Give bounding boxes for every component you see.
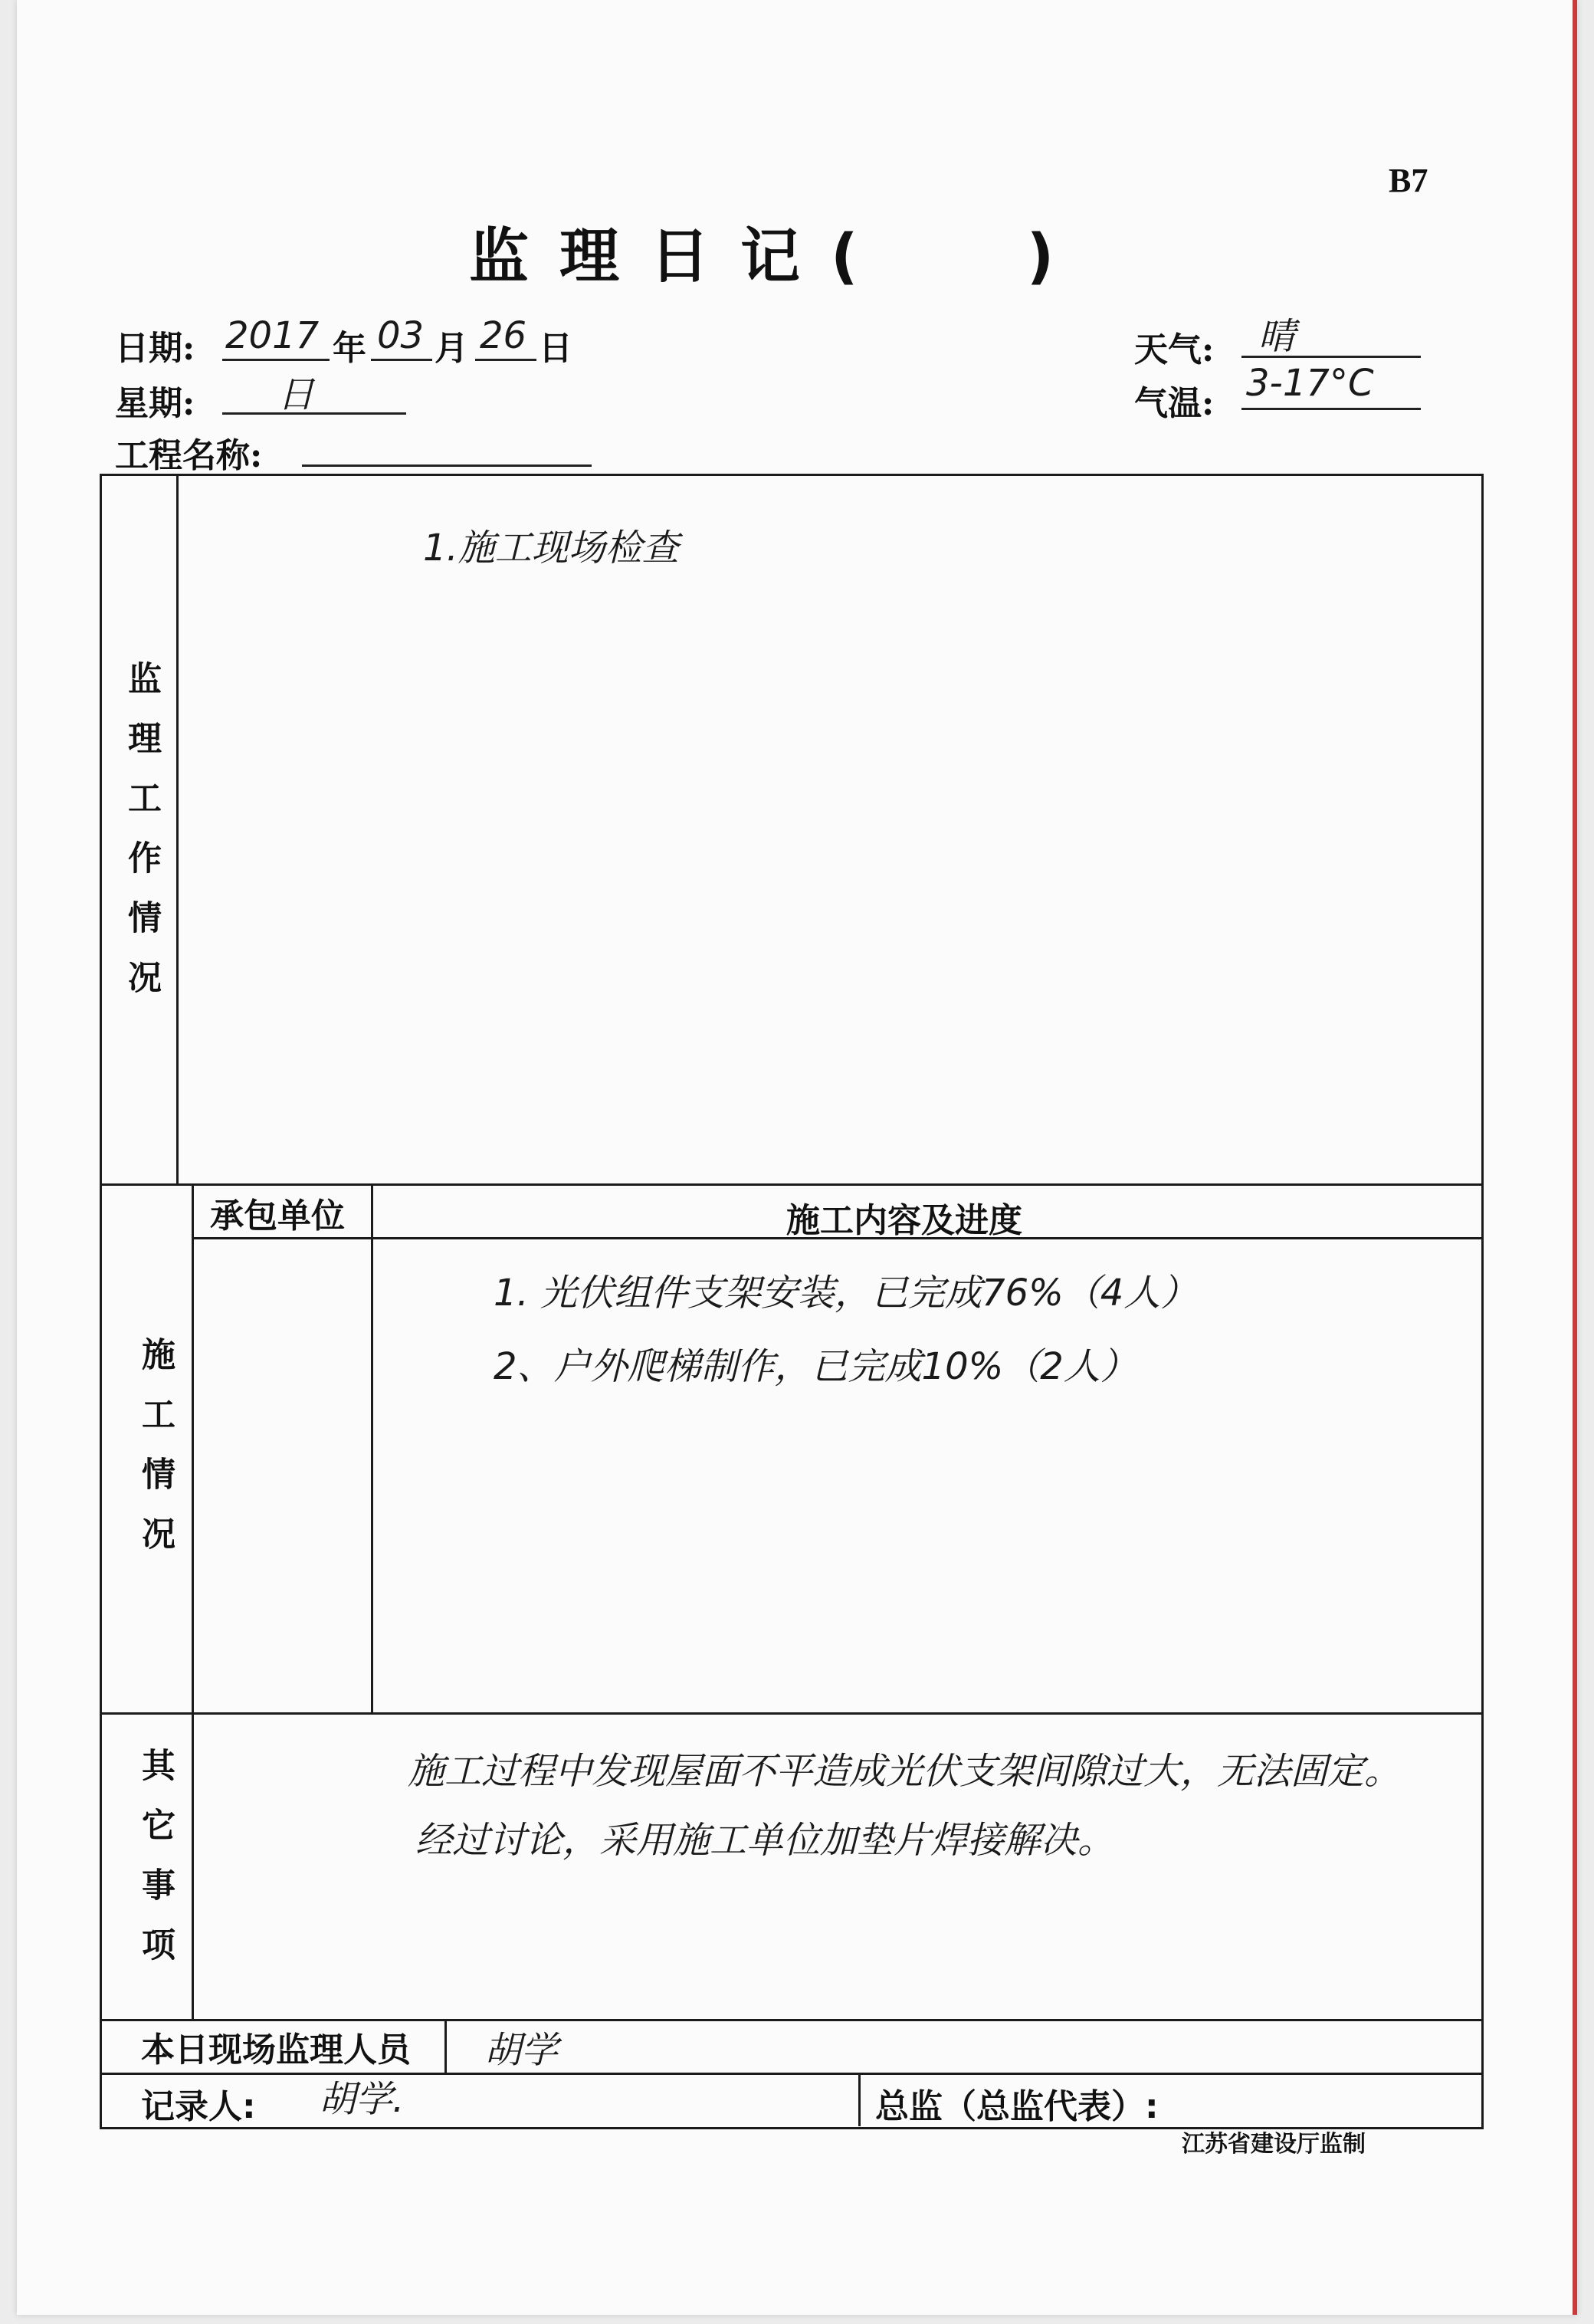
weather-underline <box>1241 356 1421 358</box>
paper-sheet <box>17 0 1577 2315</box>
weekday-underline <box>222 412 406 415</box>
issuer-note: 江苏省建设厅监制 <box>1182 2131 1366 2158</box>
staff-column-line <box>444 2019 447 2073</box>
weather-label: 天气: <box>1134 330 1215 369</box>
day-unit: 日 <box>539 329 572 368</box>
form-code: B7 <box>1389 162 1428 199</box>
contractor-column-line <box>371 1183 373 1712</box>
temp-value: 3-17°C <box>1246 362 1374 405</box>
date-day: 26 <box>480 314 527 357</box>
recorder-name: 胡学. <box>319 2078 405 2121</box>
divider-staff <box>100 2073 1484 2075</box>
supervision-label: 监理工作情况 <box>122 661 161 1019</box>
month-unit: 月 <box>435 329 468 368</box>
other-line-1: 施工过程中发现屋面不平造成光伏支架间隙过大，无法固定。 <box>408 1750 1402 1793</box>
divider-supervision <box>100 1183 1484 1186</box>
recorder-column-line <box>858 2073 861 2126</box>
label-column-line-1 <box>176 474 179 1183</box>
recorder-label: 记录人: <box>141 2087 256 2126</box>
weather-value: 晴 <box>1258 315 1296 358</box>
day-underline <box>475 359 536 361</box>
title-close: ) <box>1026 222 1085 291</box>
supervision-content: 1.施工现场检查 <box>423 527 679 570</box>
construction-item-2: 2、户外爬梯制作，已完成10%（2人） <box>494 1345 1137 1388</box>
weekday-value: 日 <box>277 373 315 416</box>
temp-label: 气温: <box>1134 384 1215 423</box>
contractor-header: 承包单位 <box>210 1196 345 1236</box>
staff-label: 本日现场监理人员 <box>141 2030 411 2070</box>
date-year: 2017 <box>225 314 320 357</box>
staff-name: 胡学 <box>484 2029 559 2072</box>
month-underline <box>371 359 432 361</box>
chief-label: 总监（总监代表）: <box>875 2087 1159 2126</box>
weekday-label: 星期: <box>115 384 195 423</box>
year-unit: 年 <box>333 329 366 368</box>
other-label: 其它事项 <box>136 1748 175 1987</box>
date-label: 日期: <box>115 329 195 368</box>
label-column-line-2 <box>192 1183 194 2019</box>
year-underline <box>222 359 330 361</box>
divider-construction <box>100 1712 1484 1715</box>
construction-label: 施工情况 <box>136 1337 175 1576</box>
title-main: 监理日记( <box>469 222 889 291</box>
date-month: 03 <box>377 314 425 357</box>
construction-item-1: 1. 光伏组件支架安装，已完成76%（4人） <box>494 1272 1198 1315</box>
divider-other <box>100 2019 1484 2021</box>
project-underline <box>302 464 592 467</box>
page-title <box>469 208 1084 294</box>
temp-underline <box>1241 408 1421 410</box>
project-label: 工程名称: <box>115 436 263 475</box>
content-header: 施工内容及进度 <box>786 1201 1022 1240</box>
other-line-2: 经过讨论，采用施工单位加垫片焊接解决。 <box>415 1819 1115 1862</box>
